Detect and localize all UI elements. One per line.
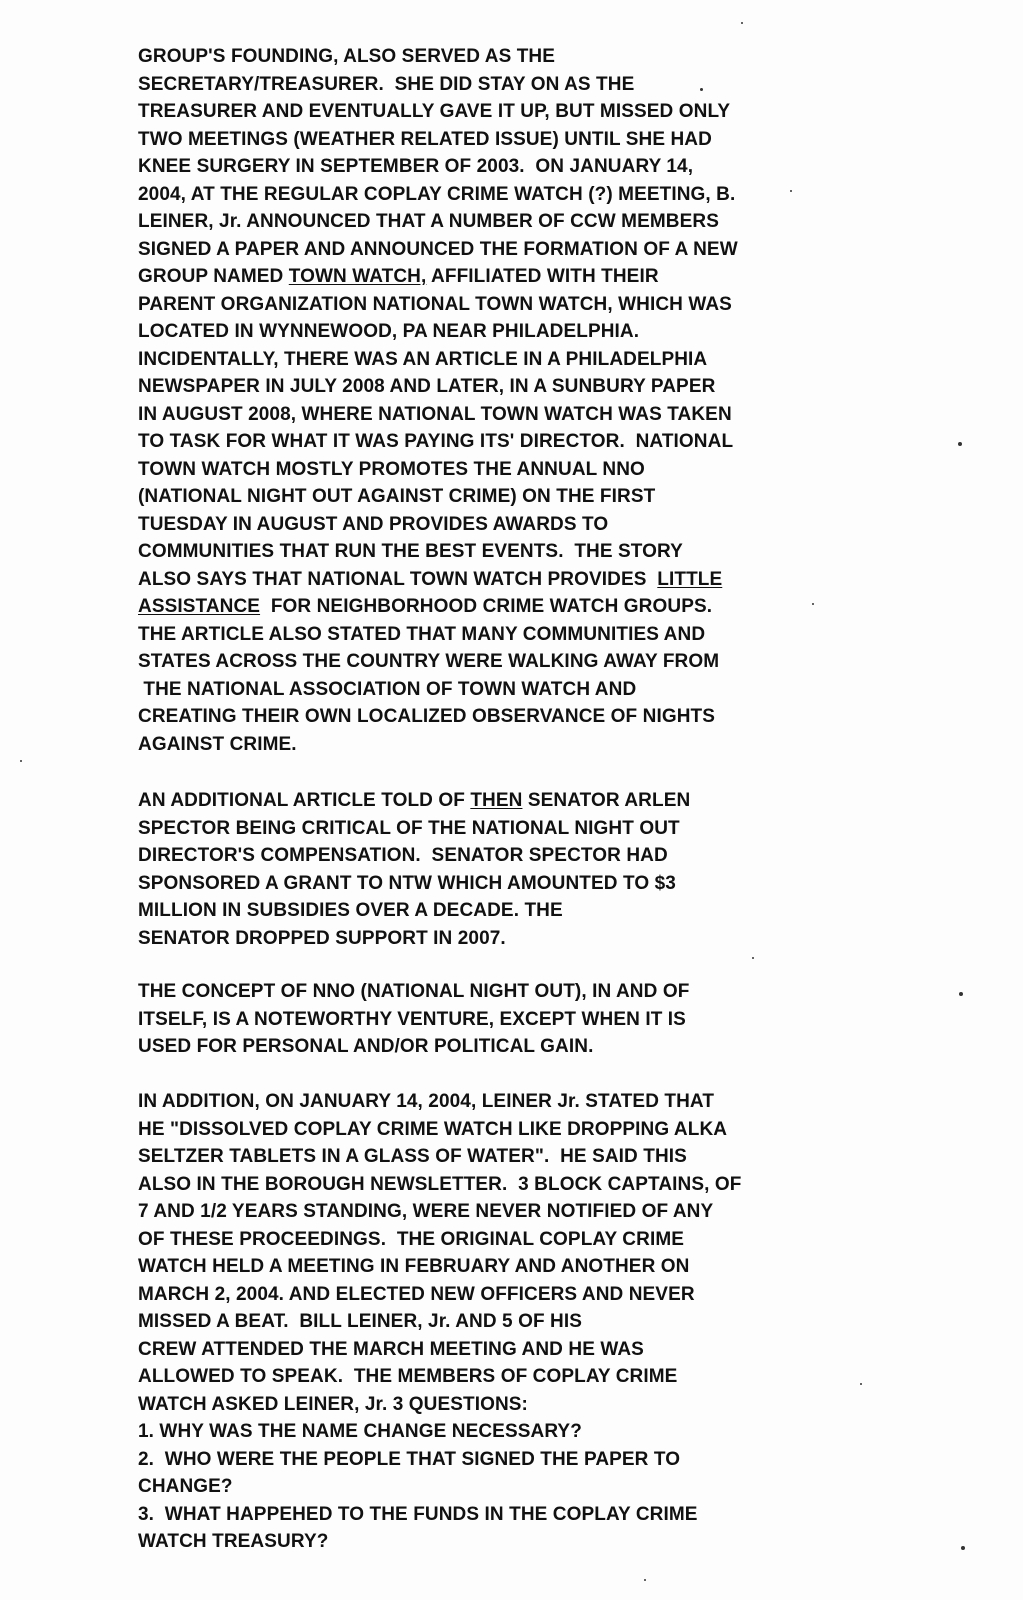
text-line: SPONSORED A GRANT TO NTW WHICH AMOUNTED TO $3: [138, 872, 676, 894]
text-line: TWO MEETINGS (WEATHER RELATED ISSUE) UNTIL SHE HAD: [138, 128, 712, 150]
text-line: OF THESE PROCEEDINGS. THE ORIGINAL COPLAY CRIME: [138, 1228, 685, 1250]
text-line: [138, 787, 778, 815]
text-line: SENATOR DROPPED SUPPORT IN 2007.: [138, 927, 506, 949]
underlined-assistance: ASSISTANCE: [138, 596, 261, 617]
scan-speck: [860, 1383, 862, 1385]
text-segment: ALSO SAYS THAT NATIONAL TOWN WATCH PROVIDES: [138, 568, 658, 590]
underlined-then: THEN: [470, 790, 523, 811]
text-line: WATCH HELD A MEETING IN FEBRUARY AND ANOTHER ON: [138, 1256, 690, 1277]
text-line: IN AUGUST 2008, WHERE NATIONAL TOWN WATCH WAS TAKEN: [138, 403, 732, 425]
scan-speck: [752, 957, 754, 959]
text-line: IN ADDITION, ON JANUARY 14, 2004, LEINER Jr. STATED THAT: [138, 1091, 715, 1112]
question-3-cont: WATCH TREASURY?: [138, 1531, 329, 1552]
text-line: MILLION IN SUBSIDIES OVER A DECADE. THE: [138, 900, 563, 921]
scan-speck: [20, 760, 22, 762]
text-line: AGAINST CRIME.: [138, 733, 297, 755]
text-line: HE "DISSOLVED COPLAY CRIME WATCH LIKE DROPPING ALKA: [138, 1118, 728, 1140]
text-line: ALLOWED TO SPEAK. THE MEMBERS OF COPLAY CRIME: [138, 1366, 678, 1387]
text-line: SELTZER TABLETS IN A GLASS OF WATER". HE SAID THIS: [138, 1146, 687, 1167]
text-line: TREASURER AND EVENTUALLY GAVE IT UP, BUT MISSED ONLY: [138, 101, 731, 122]
text-line: THE NATIONAL ASSOCIATION OF TOWN WATCH AND: [138, 678, 637, 700]
text-line: PARENT ORGANIZATION NATIONAL TOWN WATCH, WHICH WAS: [138, 293, 732, 315]
text-line: TUESDAY IN AUGUST AND PROVIDES AWARDS TO: [138, 513, 609, 535]
scan-speck: [961, 1546, 965, 1550]
text-line: KNEE SURGERY IN SEPTEMBER OF 2003. ON JANUARY 14,: [138, 156, 694, 177]
text-segment: FOR NEIGHBORHOOD CRIME WATCH GROUPS.: [260, 596, 713, 617]
text-line: INCIDENTALLY, THERE WAS AN ARTICLE IN A PHILADELPHIA: [138, 348, 708, 370]
text-segment: AFFILIATED WITH THEIR: [426, 266, 659, 287]
question-2-cont: CHANGE?: [138, 1476, 233, 1497]
text-line: COMMUNITIES THAT RUN THE BEST EVENTS. THE STORY: [138, 541, 683, 562]
text-line: SPECTOR BEING CRITICAL OF THE NATIONAL NIGHT OUT: [138, 817, 680, 839]
text-segment: SENATOR ARLEN: [522, 790, 691, 811]
paragraph-2: [138, 787, 778, 952]
text-line: (NATIONAL NIGHT OUT AGAINST CRIME) ON THE FIRST: [138, 486, 656, 507]
text-line: USED FOR PERSONAL AND/OR POLITICAL GAIN.: [138, 1036, 594, 1057]
question-2: 2. WHO WERE THE PEOPLE THAT SIGNED THE PAPER TO: [138, 1448, 681, 1470]
text-line: SIGNED A PAPER AND ANNOUNCED THE FORMATION OF A NEW: [138, 238, 738, 260]
text-line: CREW ATTENDED THE MARCH MEETING AND HE WAS: [138, 1338, 644, 1360]
scan-speck: [644, 1579, 646, 1581]
scan-speck: [958, 442, 962, 446]
question-3: 3. WHAT HAPPEHED TO THE FUNDS IN THE COPLAY CRIME: [138, 1503, 698, 1525]
text-segment: GROUP NAMED: [138, 266, 289, 287]
text-line: THE CONCEPT OF NNO (NATIONAL NIGHT OUT), IN AND OF: [138, 981, 690, 1002]
text-line: 2004, AT THE REGULAR COPLAY CRIME WATCH (?) MEETING, B.: [138, 183, 736, 205]
paragraph-3: [138, 978, 778, 1061]
text-line: [138, 593, 778, 621]
text-line: ALSO IN THE BOROUGH NEWSLETTER. 3 BLOCK CAPTAINS, OF: [138, 1173, 742, 1195]
text-line: SECRETARY/TREASURER. SHE DID STAY ON AS THE: [138, 73, 635, 95]
text-line: NEWSPAPER IN JULY 2008 AND LATER, IN A SUNBURY PAPER: [138, 376, 716, 397]
scan-speck: [741, 22, 743, 24]
text-line: MISSED A BEAT. BILL LEINER, Jr. AND 5 OF HIS: [138, 1311, 583, 1332]
scan-speck: [700, 88, 703, 91]
scan-speck: [812, 603, 814, 605]
scan-speck: [790, 190, 792, 192]
text-line: TO TASK FOR WHAT IT WAS PAYING ITS' DIRECTOR. NATIONAL: [138, 431, 734, 452]
text-line: TOWN WATCH MOSTLY PROMOTES THE ANNUAL NNO: [138, 458, 645, 480]
text-line: CREATING THEIR OWN LOCALIZED OBSERVANCE OF NIGHTS: [138, 706, 716, 727]
text-line: GROUP'S FOUNDING, ALSO SERVED AS THE: [138, 46, 556, 67]
text-line: LEINER, Jr. ANNOUNCED THAT A NUMBER OF CCW MEMBERS: [138, 211, 719, 232]
text-line: WATCH ASKED LEINER, Jr. 3 QUESTIONS:: [138, 1393, 528, 1415]
underlined-little: LITTLE: [657, 568, 723, 590]
text-line: MARCH 2, 2004. AND ELECTED NEW OFFICERS AND NEVER: [138, 1283, 695, 1305]
text-line: ITSELF, IS A NOTEWORTHY VENTURE, EXCEPT WHEN IT IS: [138, 1008, 686, 1030]
text-line: DIRECTOR'S COMPENSATION. SENATOR SPECTOR HAD: [138, 845, 668, 866]
scan-speck: [959, 992, 963, 996]
text-line: THE ARTICLE ALSO STATED THAT MANY COMMUNITIES AND: [138, 623, 706, 645]
paragraph-1: [138, 43, 778, 758]
text-line: LOCATED IN WYNNEWOOD, PA NEAR PHILADELPHIA.: [138, 321, 640, 342]
question-1: 1. WHY WAS THE NAME CHANGE NECESSARY?: [138, 1421, 582, 1442]
text-line: [138, 263, 778, 291]
text-segment: AN ADDITIONAL ARTICLE TOLD OF: [138, 790, 471, 811]
underlined-town-watch: TOWN WATCH,: [288, 266, 427, 287]
text-line: STATES ACROSS THE COUNTRY WERE WALKING AWAY FROM: [138, 651, 720, 672]
paragraph-4: [138, 1088, 778, 1556]
text-line: [138, 566, 778, 594]
text-line: 7 AND 1/2 YEARS STANDING, WERE NEVER NOTIFIED OF ANY: [138, 1201, 714, 1222]
